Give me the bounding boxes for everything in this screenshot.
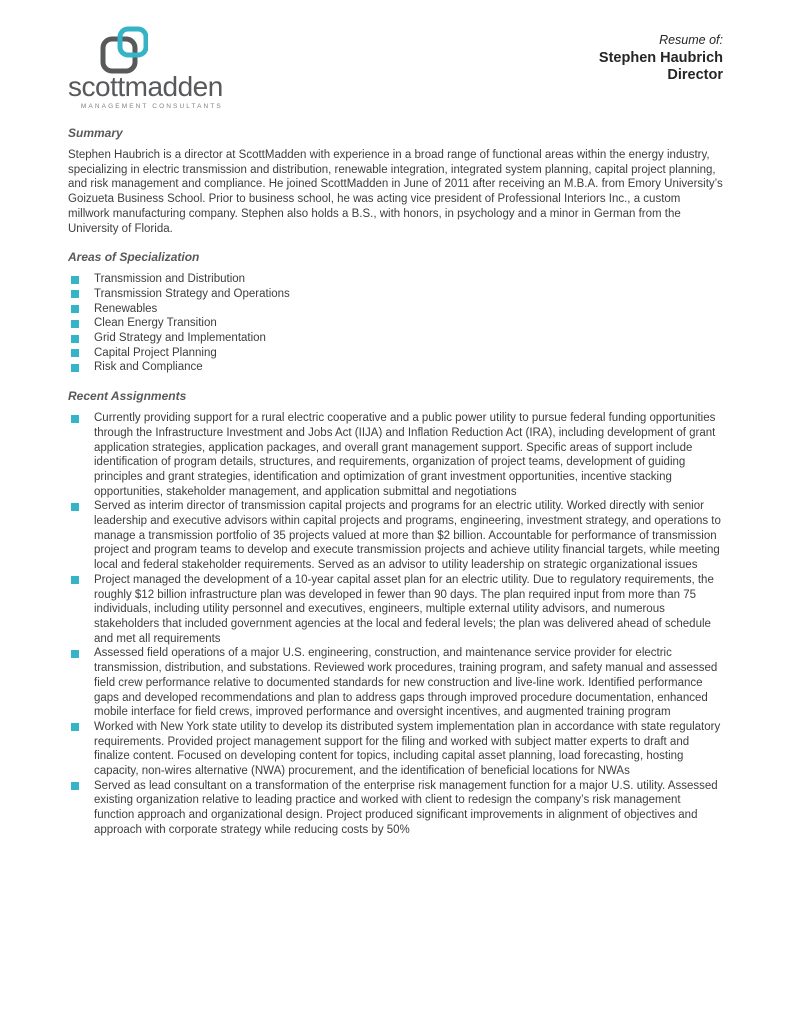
- summary-text: Stephen Haubrich is a director at ScottMadden with experience in a broad range of functional areas within the energy industry, specializing in electric transmission and distribution, renewable integration, integrated system planning, capital project planning, and risk management and compliance. He joined ScottMadden in June of 2011 after receiving an M.B.A. from Emory University’s Goizueta Business School. Prior to business school, he was acting vice president of Professional Interiors Inc., a custom millwork manufacturing company. Stephen also holds a B.S., with honors, in psychology and a minor in German from the University of Florida.: [68, 149, 723, 235]
- person-name: Stephen Haubrich: [598, 50, 723, 66]
- assignment-item: [68, 720, 723, 779]
- list-item: [68, 316, 723, 331]
- assignment-text: Served as interim director of transmission capital projects and programs for an electric utility. Worked directly with senior leadership and executive advisors within capital projects and programs, engineering, investment strategy, and operations to manage a transmission portfolio of 35 projects valued at more than $2 billion. Accountable for performance of transmission project and program teams to develop and execute transmission projects and achieve utility financial targets, while meeting local and federal stakeholder requirements. Served as an advisor to utility leadership on strategic organizational issues: [94, 500, 721, 572]
- list-item-label: Transmission and Distribution: [94, 273, 246, 286]
- list-item: [68, 287, 723, 302]
- square-bullet-icon: [71, 290, 79, 298]
- list-item-label: Grid Strategy and Implementation: [94, 332, 266, 345]
- square-bullet-icon: [71, 335, 79, 343]
- list-item-label: Risk and Compliance: [94, 361, 203, 374]
- list-item: [68, 346, 723, 361]
- list-item-label: Renewables: [94, 302, 158, 315]
- list-item: [68, 272, 723, 287]
- square-bullet-icon: [71, 576, 79, 584]
- assignment-text: Assessed field operations of a major U.S. engineering, construction, and maintenance service provider for electric transmission, distribution, and substations. Reviewed work procedures, training program, and safety manual and assessed field crew performance relative to documented standards for new construction and live-line work. Identified performance gaps and developed recommendations and plan to address gaps through improved procedure documentation, enhanced mobile interface for field crews, improved performance and oversight incentives, and augmented training program: [94, 647, 718, 719]
- square-bullet-icon: [71, 320, 79, 328]
- assignment-text: Worked with New York state utility to develop its distributed system implementation plan in accordance with state regulatory requirements. Provided project management support for the filing and worked with subject matter experts to draft and finalize content. Focused on developing content for topics, including capital asset planning, load forecasting, hosting capacity, non-wires alternative (NWA) procurement, and the identification of beneficial locations for NWAs: [94, 720, 721, 778]
- summary-heading: Summary: [68, 126, 123, 140]
- list-item: [68, 331, 723, 346]
- logo-wordmark: scottmadden: [68, 71, 223, 102]
- square-bullet-icon: [71, 723, 79, 731]
- assignments-heading: Recent Assignments: [68, 389, 187, 404]
- square-bullet-icon: [71, 503, 79, 511]
- assignments-list: [68, 411, 723, 837]
- assignment-item: [68, 779, 723, 838]
- list-item: [68, 302, 723, 317]
- square-bullet-icon: [71, 349, 79, 357]
- square-bullet-icon: [71, 650, 79, 658]
- square-bullet-icon: [71, 415, 79, 423]
- specialization-list: [68, 272, 723, 375]
- assignment-item: [68, 573, 723, 647]
- specialization-heading: Areas of Specialization: [68, 250, 200, 265]
- assignment-text: Project managed the development of a 10-year capital asset plan for an electric utility. Due to regulatory requirements, the roughly $12 billion infrastructure plan was developed in fewer than 90 days. The plan required input from more than 75 individuals, including utility personnel and executives, engineers, multiple external utility advisors, and numerous stakeholders that included government agencies at the local and federal levels; the plan was delivered ahead of schedule and met all requirements: [94, 573, 714, 645]
- logo-tagline: MANAGEMENT CONSULTANTS: [80, 103, 223, 110]
- scottmadden-logo-icon: [100, 26, 223, 74]
- square-bullet-icon: [71, 305, 79, 313]
- resume-content: [0, 126, 791, 838]
- resume-header-block: [599, 26, 723, 84]
- assignment-text: Currently providing support for a rural electric cooperative and a public power utility to pursue federal funding opportunities through the Infrastructure Investment and Jobs Act (IIJA) and Inflation Reduction Act (IRA), including development of grant application strategies, application packages, and overall grant management support. Specific areas of support include identification of program details, structures, and requirements, organization of project teams, development of guiding principles and grant strategies, identification and optimization of grant investment opportunities, incentive stacking opportunities, stakeholder management, and application submittal and negotiations: [94, 412, 716, 498]
- list-item-label: Capital Project Planning: [94, 346, 217, 359]
- scottmadden-logo: [68, 26, 223, 110]
- square-bullet-icon: [71, 782, 79, 790]
- resume-of-label: Resume of:: [659, 33, 723, 47]
- list-item: [68, 360, 723, 375]
- page-header: [0, 0, 791, 110]
- square-bullet-icon: [71, 364, 79, 372]
- list-item-label: Clean Energy Transition: [94, 317, 217, 330]
- list-item-label: Transmission Strategy and Operations: [94, 287, 290, 300]
- person-title: Director: [667, 67, 723, 83]
- assignment-item: [68, 499, 723, 573]
- assignment-item: [68, 646, 723, 720]
- assignment-item: [68, 411, 723, 499]
- assignment-text: Served as lead consultant on a transformation of the enterprise risk management function for a major U.S. utility. Assessed existing organization relative to leading practice and worked with client to redesign the company’s risk management function approach and organizational design. Project produced significant improvements in alignment of objectives and approach with corporate strategy while reducing costs by 50%: [94, 779, 718, 836]
- square-bullet-icon: [71, 276, 79, 284]
